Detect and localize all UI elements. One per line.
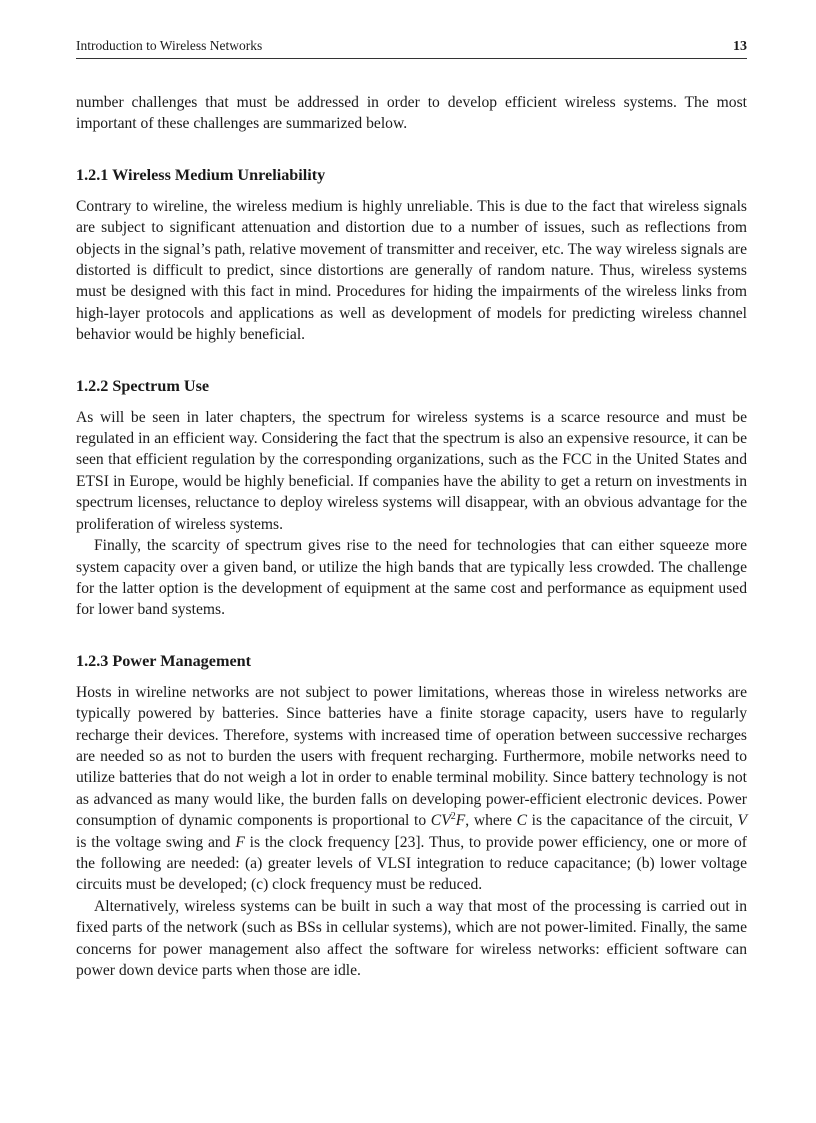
text-run: , where xyxy=(465,812,517,830)
body-text xyxy=(76,92,747,981)
text-run: Hosts in wireline networks are not subject to power limitations, whereas those in wireless networks are typically powered by batteries. Since batteries have a finite storage capacity, users have to regularly recharge their devices. Therefore, systems with increased time of operation between successive recharges are needed so as not to burden the users with frequent recharging. Furthermore, mobile networks need to utilize batteries that do not weigh a lot in order to enable terminal mobility. Since battery technology is not as advanced as many would like, the burden falls on developing power-efficient electronic devices. Power consumption of dynamic components is proportional to xyxy=(76,683,747,830)
section-1-2-1-paragraph: Contrary to wireline, the wireless medium is highly unreliable. This is due to the fact that wireless signals are subject to significant attenuation and distortion due to a number of issues, such as reflections from objects in the signal’s path, relative movement of transmitter and receiver, etc. The way wireless signals are distorted is difficult to predict, since distortions are generally of random nature. Thus, wireless systems must be designed with this fact in mind. Procedures for hiding the impairments of the wireless links from high-layer protocols and applications as well as development of models for predicting wireless channel behavior would be highly beneficial. xyxy=(76,197,747,344)
text-run: is the clock frequency [23]. Thus, to provide power efficiency, one or more of the following are needed: (a) greater levels of VLSI integration to reduce capacitance; (b) lower voltage circuits must be developed; (c) clock frequency must be reduced. xyxy=(76,833,747,894)
running-header xyxy=(76,38,747,59)
section-heading-1-2-3: 1.2.3 Power Management xyxy=(76,651,252,670)
variable-f: F xyxy=(235,833,245,851)
section-heading-1-2-2: 1.2.2 Spectrum Use xyxy=(76,376,210,395)
formula-f: F xyxy=(455,812,466,830)
running-title: Introduction to Wireless Networks xyxy=(76,38,263,53)
formula-exponent: 2 xyxy=(450,811,456,823)
text-run: is the voltage swing and xyxy=(76,833,236,851)
page xyxy=(76,38,747,981)
section-1-2-3-paragraph-2: Alternatively, wireless systems can be built in such a way that most of the processing is carried out in fixed parts of the network (such as BSs in cellular systems), which are not power-limited. Finally, the same concerns for power management also affect the software for wireless networks: efficient software can power down device parts when those are idle. xyxy=(76,897,747,979)
page-number: 13 xyxy=(733,39,747,54)
text-run: is the capacitance of the circuit, xyxy=(526,812,738,830)
variable-c: C xyxy=(516,812,527,830)
section-1-2-2-paragraph-1: As will be seen in later chapters, the spectrum for wireless systems is a scarce resource and must be regulated in an efficient way. Considering the fact that the spectrum is also an expensive resource, it can be seen that efficient regulation by the corresponding organizations, such as the FCC in the United States and ETSI in Europe, would be highly beneficial. If companies have the ability to get a return on investments in spectrum licenses, reluctance to deploy wireless systems will disappear, with an obvious advantage for the proliferation of wireless systems. xyxy=(76,408,747,533)
intro-paragraph: number challenges that must be addressed in order to develop efficient wireless systems. The most important of these challenges are summarized below. xyxy=(76,94,747,133)
section-1-2-2-paragraph-2: Finally, the scarcity of spectrum gives rise to the need for technologies that can either squeeze more system capacity over a given band, or utilize the high bands that are typically less crowded. The challenge for the latter option is the development of equipment at the same cost and performance as equipment used for lower band systems. xyxy=(76,537,747,619)
variable-v: V xyxy=(737,812,747,830)
section-heading-1-2-1: 1.2.1 Wireless Medium Unreliability xyxy=(76,165,326,184)
formula-cv: CV xyxy=(430,812,451,830)
section-1-2-3-paragraph-1 xyxy=(76,682,747,896)
